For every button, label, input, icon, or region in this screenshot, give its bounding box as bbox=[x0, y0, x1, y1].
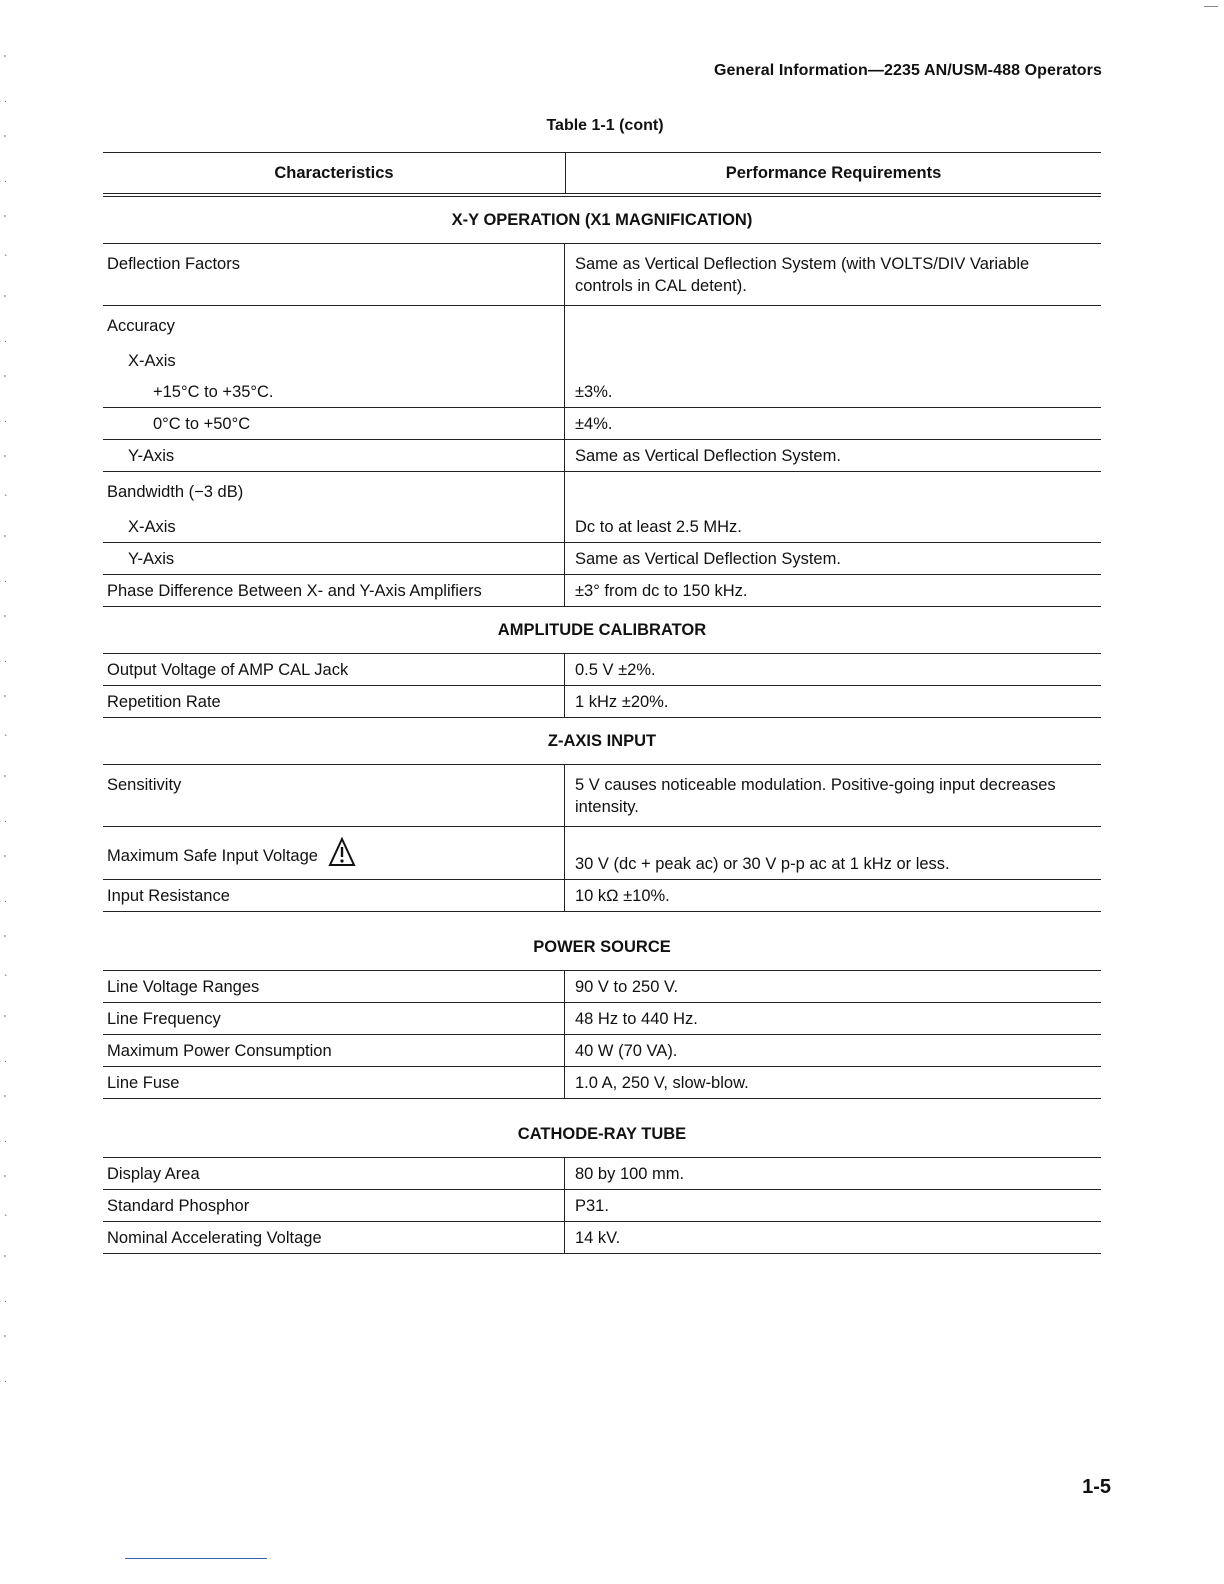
row-value: ±3%. bbox=[575, 383, 613, 401]
row-value: 40 W (70 VA). bbox=[575, 1042, 678, 1060]
row-label bbox=[103, 827, 565, 879]
row-label: Accuracy bbox=[103, 306, 565, 345]
table-row bbox=[103, 472, 1101, 511]
table-caption: Table 1-1 (cont) bbox=[546, 117, 664, 134]
specification-table bbox=[103, 152, 1101, 1254]
section-amp-cal-rows bbox=[103, 653, 1101, 718]
row-label: X-Axis bbox=[103, 511, 565, 542]
bandwidth-group bbox=[103, 472, 1101, 575]
row-value-line: Same as Vertical Deflection System (with VOLTS/DIV Variable bbox=[575, 255, 1030, 273]
table-row bbox=[103, 408, 1101, 440]
row-label: Y-Axis bbox=[103, 543, 565, 574]
row-label: Line Fuse bbox=[103, 1067, 565, 1098]
row-value-line: 5 V causes noticeable modulation. Positive-going input decreases bbox=[575, 776, 1056, 794]
table-row bbox=[103, 1158, 1101, 1190]
table-row bbox=[103, 827, 1101, 880]
table-row bbox=[103, 345, 1101, 376]
row-value: P31. bbox=[575, 1197, 609, 1215]
row-value: Same as Vertical Deflection System. bbox=[575, 447, 841, 465]
warning-triangle-icon bbox=[328, 837, 356, 873]
column-header-characteristics: Characteristics bbox=[103, 153, 566, 193]
row-label: +15°C to +35°C. bbox=[103, 376, 565, 407]
row-value: 14 kV. bbox=[575, 1229, 621, 1247]
row-label: Standard Phosphor bbox=[103, 1190, 565, 1221]
table-row bbox=[103, 1035, 1101, 1067]
table-row bbox=[103, 765, 1101, 827]
table-row bbox=[103, 306, 1101, 345]
section-title-amp-cal: AMPLITUDE CALIBRATOR bbox=[497, 621, 707, 639]
row-value-line: intensity. bbox=[575, 798, 639, 816]
section-z-axis-rows bbox=[103, 764, 1101, 912]
row-value: 10 kΩ ±10%. bbox=[575, 887, 670, 905]
row-value: 80 by 100 mm. bbox=[575, 1165, 685, 1183]
row-value: 48 Hz to 440 Hz. bbox=[575, 1010, 698, 1028]
table-row bbox=[103, 686, 1101, 718]
row-label: Y-Axis bbox=[103, 440, 565, 471]
table-row bbox=[103, 1222, 1101, 1254]
section-crt-rows bbox=[103, 1157, 1101, 1254]
row-value bbox=[565, 765, 1101, 826]
table-row bbox=[103, 971, 1101, 1003]
table-row bbox=[103, 440, 1101, 471]
section-title-z-axis: Z-AXIS INPUT bbox=[547, 732, 657, 750]
row-value: Same as Vertical Deflection System. bbox=[575, 550, 841, 568]
row-value: ±4%. bbox=[575, 415, 613, 433]
column-header-performance: Performance Requirements bbox=[725, 163, 942, 182]
row-value: 0.5 V ±2%. bbox=[575, 661, 656, 679]
row-label: Nominal Accelerating Voltage bbox=[103, 1222, 565, 1253]
footer-rule bbox=[125, 1558, 267, 1559]
row-value: 1 kHz ±20%. bbox=[575, 693, 669, 711]
table-row bbox=[103, 654, 1101, 686]
section-xy-rows bbox=[103, 243, 1101, 607]
row-value: 90 V to 250 V. bbox=[575, 978, 679, 996]
table-row bbox=[103, 880, 1101, 912]
section-title-crt: CATHODE-RAY TUBE bbox=[517, 1125, 687, 1143]
table-row bbox=[103, 1003, 1101, 1035]
row-value: ±3° from dc to 150 kHz. bbox=[575, 582, 748, 600]
table-row bbox=[103, 511, 1101, 543]
binding-margin-marks: ' . ' . ' ` ' . ' . ' ` ' . ' . ' ` ' . ' . ' ` ' . ' . ' ` ' . ' . bbox=[4, 54, 8, 1385]
section-title-xy: X-Y OPERATION (X1 MAGNIFICATION) bbox=[451, 211, 753, 229]
table-header-row bbox=[103, 152, 1101, 197]
max-safe-input-label: Maximum Safe Input Voltage bbox=[107, 847, 318, 865]
row-label: Maximum Power Consumption bbox=[103, 1035, 565, 1066]
row-label: Sensitivity bbox=[103, 765, 565, 826]
accuracy-group bbox=[103, 306, 1101, 472]
row-label: Input Resistance bbox=[103, 880, 565, 911]
table-row bbox=[103, 376, 1101, 408]
row-label: Display Area bbox=[103, 1158, 565, 1189]
row-label: Bandwidth (−3 dB) bbox=[103, 472, 565, 511]
row-label: 0°C to +50°C bbox=[103, 408, 565, 439]
row-label: X-Axis bbox=[103, 345, 565, 376]
row-value: Dc to at least 2.5 MHz. bbox=[575, 518, 742, 536]
table-row bbox=[103, 244, 1101, 306]
table-row bbox=[103, 543, 1101, 574]
row-label: Repetition Rate bbox=[103, 686, 565, 717]
page-number: 1-5 bbox=[1082, 1476, 1111, 1498]
row-label: Deflection Factors bbox=[103, 244, 565, 305]
table-row bbox=[103, 1190, 1101, 1222]
row-value-line: controls in CAL detent). bbox=[575, 277, 747, 295]
table-row bbox=[103, 575, 1101, 607]
row-label: Line Frequency bbox=[103, 1003, 565, 1034]
row-label: Line Voltage Ranges bbox=[103, 971, 565, 1002]
table-row bbox=[103, 1067, 1101, 1099]
row-value: 30 V (dc + peak ac) or 30 V p-p ac at 1 kHz or less. bbox=[575, 855, 950, 873]
row-label: Phase Difference Between X- and Y-Axis Amplifiers bbox=[103, 575, 565, 606]
section-title-power: POWER SOURCE bbox=[533, 938, 671, 956]
row-label: Output Voltage of AMP CAL Jack bbox=[103, 654, 565, 685]
section-power-rows bbox=[103, 970, 1101, 1099]
row-value: 1.0 A, 250 V, slow-blow. bbox=[575, 1074, 749, 1092]
running-head: General Information—2235 AN/USM-488 Operators bbox=[713, 62, 1102, 79]
corner-mark bbox=[1204, 6, 1218, 7]
row-value bbox=[565, 244, 1101, 305]
